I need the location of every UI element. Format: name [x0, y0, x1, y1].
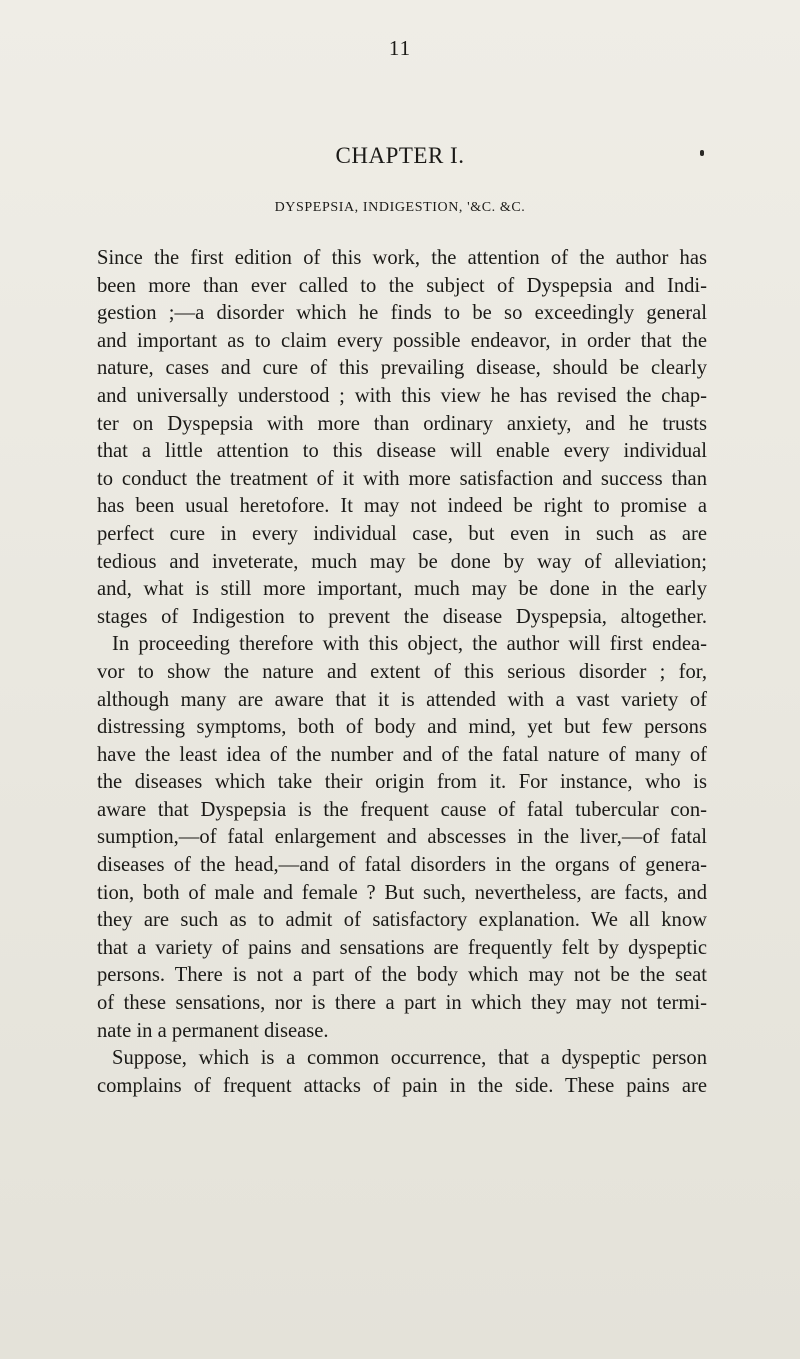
chapter-subtitle: DYSPEPSIA, INDIGESTION, '&C. &C. [274, 200, 526, 215]
text-line: and, what is still more important, much may be done in the early [97, 578, 707, 601]
text-line: been more than ever called to the subject of Dyspepsia and Indi- [97, 274, 707, 297]
text-line: and important as to claim every possible endeavor, in order that the [97, 329, 707, 352]
text-line: of these sensations, nor is there a part in which they may not termi- [97, 992, 707, 1015]
text-line: and universally understood ; with this view he has revised the chap- [97, 384, 707, 407]
text-line: perfect cure in every individual case, but even in such as are [97, 522, 707, 545]
text-line: has been usual heretofore. It may not indeed be right to promise a [97, 495, 707, 518]
text-line: stages of Indigestion to prevent the disease Dyspepsia, altogether. [97, 605, 707, 628]
text-line: tedious and inveterate, much may be done by way of alleviation; [97, 550, 707, 573]
text-line: they are such as to admit of satisfactory explanation. We all know [97, 909, 707, 932]
text-line: complains of frequent attacks of pain in the side. These pains are [97, 1074, 707, 1097]
text-line: sumption,—of fatal enlargement and abscesses in the liver,—of fatal [97, 826, 707, 849]
text-line: that a little attention to this disease will enable every individual [97, 440, 707, 463]
chapter-heading: CHAPTER I. [335, 143, 465, 168]
text-line: ter on Dyspepsia with more than ordinary anxiety, and he trusts [97, 412, 707, 435]
text-line: although many are aware that it is attended with a vast variety of [97, 688, 707, 711]
text-line: nate in a permanent disease. [97, 1019, 329, 1042]
text-line: that a variety of pains and sensations are frequently felt by dyspeptic [97, 936, 707, 959]
text-line: In proceeding therefore with this object, the author will first endea- [112, 633, 707, 656]
text-line: persons. There is not a part of the body which may not be the seat [97, 964, 707, 987]
page-number: 11 [388, 36, 412, 60]
body-text [97, 245, 707, 1100]
text-line: tion, both of male and female ? But such, nevertheless, are facts, and [97, 881, 707, 904]
text-line: gestion ;—a disorder which he finds to be so exceedingly general [97, 302, 707, 325]
text-line: Since the first edition of this work, the attention of the author has [97, 247, 707, 269]
text-line: aware that Dyspepsia is the frequent cause of fatal tubercular con- [97, 798, 707, 821]
text-line: nature, cases and cure of this prevailing disease, should be clearly [97, 357, 707, 380]
text-line: have the least idea of the number and of the fatal nature of many of [97, 743, 707, 766]
text-line: the diseases which take their origin from it. For instance, who is [97, 771, 707, 794]
text-line: distressing symptoms, both of body and mind, yet but few persons [97, 716, 707, 739]
text-line: diseases of the head,—and of fatal disorders in the organs of genera- [97, 854, 707, 877]
text-line: to conduct the treatment of it with more satisfaction and success than [97, 467, 707, 490]
text-line: vor to show the nature and extent of this serious disorder ; for, [97, 660, 707, 683]
text-line: Suppose, which is a common occurrence, that a dyspeptic person [112, 1047, 707, 1070]
